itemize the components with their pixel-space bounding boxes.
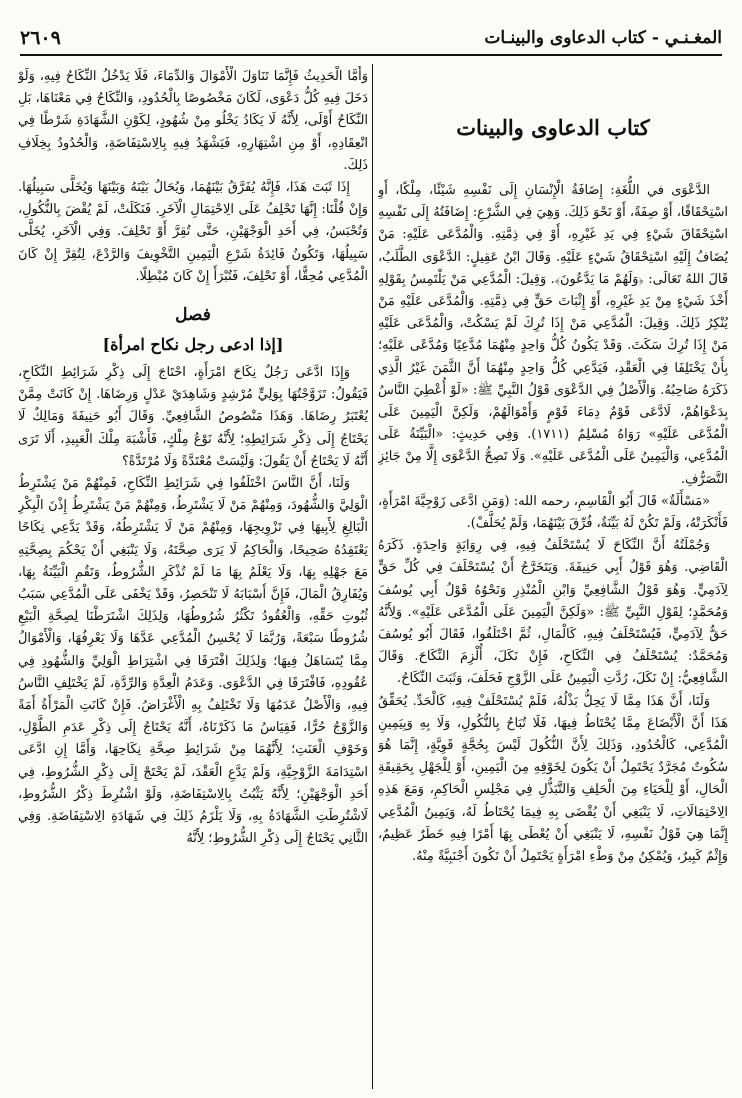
paragraph: إِذَا ثَبَتَ هَذَا، فَإِنَّهُ يُفَرَّقُ بَيْنَهُمَا، وَيُحَالُ بَيْنَهُ وَبَيْنَهَا وَيُخَلَّى سَبِيلُهَا. وَإِنْ قُلْنَا: إِنَّهَا تَحْلِفُ عَلَى الِاحْتِمَالِ الْآخَرِ. فَنَكَلَتْ، لَمْ يُقْضَ بِالنُّكُولِ، وَتُحْبَسُ، فِي أَحَدِ الْوَجْهَيْنِ، حَتَّى تُقِرَّ أَوْ تَحْلِفَ. وَفِي الْآخَرِ، يُخَلَّى سَبِيلُهَا، وَتَكُونُ فَائِدَةُ شَرْعِ الْيَمِينِ التَّخْوِيفَ وَالرَّدْعَ، لِتُقِرَّ إِنْ كَانَ الْمُدَّعِي مُحِقًّا، أَوْ تَحْلِفَ، فَتُبْرَأَ إِنْ كَانَ مُبْطِلًا. [18,180,368,284]
section-subtitle: [إذا ادعى رجل نكاح امرأة] [102,335,284,355]
running-title: المغـنـي - كتاب الدعاوى والبينـات [484,28,722,48]
column-divider [372,64,373,1089]
paragraph: وَلَنَا، أَنَّ هَذَا مِمَّا لَا يَحِلُّ بَذْلُهُ، فَلَمْ يُسْتَحْلَفْ فِيهِ، كَالْحَدِّ. يُحَقِّقُ هَذَا أَنَّ الْأَبْضَاعَ مِمَّا يُحْتَاطُ فِيهَا، فَلَا تُبَاحُ بِالنُّكُولِ، وَلَا بِهِ وَبِيَمِينِ الْمُدَّعِي، كَالْحُدُودِ، وَذَلِكَ لِأَنَّ النُّكُولَ لَيْسَ بِحُجَّةٍ قَوِيَّةٍ، إِنَّمَا هُوَ سُكُوتٌ مُجَرَّدٌ يَحْتَمِلُ أَنْ يَكُونَ لِخَوْفِهِ مِنَ الْيَمِينِ، أَوْ لِلْجَهْلِ بِحَقِيقَةِ الْحَالِ، أَوْ لِلْحَيَاءِ مِنَ الْحَلِفِ وَالتَّبَذُّلِ فِي مَجْلِسِ الْحَاكِمِ، وَمَعَ هَذِهِ الِاحْتِمَالَاتِ، لَا يَنْبَغِي أَنْ يُقْضَى بِهِ فِيمَا يُحْتَاطُ لَهُ، وَيَمِينُ الْمُدَّعِي إِنَّمَا هِيَ قَوْلُ نَفْسِهِ، لَا يَنْبَغِي أَنْ يُعْطَى بِهَا أَمْرًا فِيهِ خَطَرٌ عَظِيمٌ، وَإِثْمٌ كَبِيرٌ، وَيُمْكِنُ مِنْ وَطْءِ امْرَأَةٍ يَحْتَمِلُ أَنْ تَكُونَ أَجْنَبِيَّةً مِنْهُ. [378,693,728,865]
paragraph: وَأَمَّا الْحَدِيثُ فَإِنَّمَا تَنَاوَلَ الْأَمْوَالَ وَالدِّمَاءَ، فَلَا يَدْخُلُ النِّكَاحُ فِيهِ، وَلَوْ دَخَلَ فِيهِ كُلُّ دَعْوَى، لَكَانَ مَخْصُوصًا بِالْحُدُودِ، وَالنِّكَاحُ فِي مَعْنَاهَا، بَلِ النِّكَاحُ أَوْلَى، لِأَنَّهُ لَا يَكَادُ يَخْلُو مِنْ شُهُودٍ، لِكَوْنِ الشَّهَادَةِ شَرْطًا فِي انْعِقَادِهِ، أَوْ مِنِ اشْتِهَارِهِ، فَيَشْهَدُ فِيهِ بِالِاسْتِفَاضَةِ، وَالْحُدُودُ بِخِلَافِ ذَلِكَ. [18,69,368,173]
running-header [20,26,722,56]
page-number: ٢٦٠٩ [20,27,61,49]
right-column [378,66,728,1086]
book-title: كتاب الدعاوى والبينات [456,115,650,140]
paragraph: وَجُمْلَتُهُ أَنَّ النِّكَاحَ لَا يُسْتَحْلَفُ فِيهِ، فِي رِوَايَةٍ وَاحِدَةٍ. ذَكَرَهُ الْقَاضِي. وَهُوَ قَوْلُ أَبِي حَنِيفَةَ. وَيَتَخَرَّجُ أَنْ يُسْتَحْلَفَ فِي كُلِّ حَقٍّ لِآدَمِيٍّ. وَهُوَ قَوْلُ الشَّافِعِيِّ وَابْنِ الْمُنْذِرِ وَنَحْوُهُ قَوْلُ أَبِي يُوسُفَ وَمُحَمَّدٍ؛ لِقَوْلِ النَّبِيِّ ﷺ: «وَلَكِنَّ الْيَمِينَ عَلَى الْمُدَّعَى عَلَيْهِ». وَلِأَنَّهُ حَقٌّ لِآدَمِيٍّ، فَيُسْتَحْلَفُ فِيهِ، كَالْمَالِ، ثُمَّ اخْتَلَفُوا، فَقَالَ أَبُو يُوسُفَ وَمُحَمَّدٌ: يُسْتَحْلَفُ فِي النِّكَاحِ، فَإِنْ نَكَلَ، أُلْزِمَ النِّكَاحَ. وَقَالَ الشَّافِعِيُّ: إِنْ نَكَلَ، رُدَّتِ الْيَمِينُ عَلَى الزَّوْجِ فَحَلَفَ، وَثَبَتَ النِّكَاحُ. [378,538,728,687]
paragraph: «مَسْأَلَةٌ» قَالَ أَبُو الْقَاسِمِ، رحمه الله: (وَمَنِ ادَّعَى زَوْجِيَّةَ امْرَأَةٍ، فَأَنْكَرَتْهُ، وَلَمْ تَكُنْ لَهُ بَيِّنَةٌ، فُرِّقَ بَيْنَهُمَا، وَلَمْ يُحَلَّفْ). [378,493,728,532]
left-column [18,66,368,1086]
paragraph: الدَّعْوَى في اللُّغَةِ: إِضَافَةُ الْإِنْسَانِ إِلَى نَفْسِهِ شَيْئًا، مِلْكًا، أَوِ اسْتِحْقَاقًا، أَوْ صِفَةً، أَوْ نَحْوَ ذَلِكَ. وَهِيَ فِي الشَّرْعِ: إِضَافَتُهُ إِلَى نَفْسِهِ اسْتِحْقَاقَ شَيْءٍ فِي يَدِ غَيْرِهِ، أَوْ فِي ذِمَّتِهِ. وَالْمُدَّعَى عَلَيْهِ: مَنْ يُضَافُ إِلَيْهِ اسْتِحْقَاقُ شَيْءٍ عَلَيْهِ. وَقَالَ ابْنُ عَقِيلٍ: الدَّعْوَى الطَّلَبُ، قَالَ اللهُ تَعَالَى: ﴿وَلَهُمْ مَا يَدَّعُونَ﴾. وَقِيلَ: الْمُدَّعِي مَنْ يَلْتَمِسُ بِقَوْلِهِ أَخْذَ شَيْءٍ مِنْ يَدِ غَيْرِهِ، أَوْ إِثْبَاتَ حَقٍّ فِي ذِمَّتِهِ. وَالْمُدَّعَى عَلَيْهِ مَنْ يُنْكِرُ ذَلِكَ. وَقِيلَ: الْمُدَّعِي مَنْ إِذَا تُرِكَ لَمْ يَسْكُتْ، وَالْمُدَّعَى عَلَيْهِ مَنْ إِذَا تُرِكَ سَكَتَ. وَقَدْ يَكُونُ كُلُّ وَاحِدٍ مِنْهُمَا مُدَّعِيًا وَمُدَّعًى عَلَيْهِ؛ بِأَنْ يَخْتَلِفَا فِي الْعَقْدِ، فَيَدَّعِي كُلُّ وَاحِدٍ مِنْهُمَا أَنَّ الثَّمَنَ غَيْرُ الَّذِي ذَكَرَهُ صَاحِبُهُ. وَالْأَصْلُ فِي الدَّعْوَى قَوْلُ النَّبِيِّ ﷺ: «لَوْ أُعْطِيَ النَّاسُ بِدَعْوَاهُمْ، لَادَّعَى قَوْمٌ دِمَاءَ قَوْمٍ وَأَمْوَالَهُمْ، وَلَكِنَّ الْيَمِينَ عَلَى الْمُدَّعَى عَلَيْهِ» رَوَاهُ مُسْلِمٌ (١٧١١). وَفِي حَدِيثٍ: «الْبَيِّنَةُ عَلَى الْمُدَّعِي، وَالْيَمِينُ عَلَى الْمُدَّعَى عَلَيْهِ». وَلَا تَصِحُّ الدَّعْوَى إِلَّا مِنْ جَائِزِ التَّصَرُّفِ. [378,183,728,487]
paragraph: وَلَنَا، أَنَّ النَّاسَ اخْتَلَفُوا فِي شَرَائِطِ النِّكَاحِ، فَمِنْهُمْ مَنْ يَشْتَرِطُ الْوَلِيَّ وَالشُّهُودَ، وَمِنْهُمْ مَنْ لَا يَشْتَرِطُ، وَمِنْهُمْ مَنْ يَشْتَرِطُ إِذْنَ الْبِكْرِ الْبَالِغِ لِأَبِيهَا فِي تَزْوِيجِهَا، وَمِنْهُمْ مَنْ لَا يَشْتَرِطُهُ، وَقَدْ يَدَّعِي نِكَاحًا يَعْتَقِدُهُ صَحِيحًا، وَالْحَاكِمُ لَا يَرَى صِحَّتَهُ، وَلَا يَنْبَغِي أَنْ يَحْكُمَ بِصِحَّتِهِ مَعَ جَهْلِهِ بِهَا، وَلَا يَعْلَمُ بِهَا مَا لَمْ تُذْكَرِ الشُّرُوطُ، وَتَقُمِ الْبَيِّنَةُ بِهَا، وَيُفَارِقُ الْمَالَ، فَإِنَّ أَسْبَابَهُ لَا تَنْحَصِرُ، وَقَدْ يَخْفَى عَلَى الْمُدَّعِي سَبَبُ ثُبُوتِ حَقِّهِ، وَالْعُقُودُ تَكْثُرُ شُرُوطُهَا، وَلِذَلِكَ اشْتَرَطْنَا لِصِحَّةِ الْبَيْعِ شُرُوطًا سَبْعَةً، وَرُبَّمَا لَا يُحْسِنُ الْمُدَّعِي عَدَّهَا وَلَا يَعْرِفُهَا، وَالْأَمْوَالُ مِمَّا يُتَسَاهَلُ فِيهَا؛ وَلِذَلِكَ افْتَرَقَا فِي اشْتِرَاطِ الْوَلِيِّ وَالشُّهُودِ فِي عُقُودِهِ، فَافْتَرَقَا فِي الدَّعْوَى. وَعَدَمُ الْعِدَّةِ وَالرِّدَّةِ، لَمْ يَخْتَلِفِ النَّاسُ فِيهِ، وَالْأَصْلُ عَدَمُهَا وَلَا تَخْتَلِفُ بِهِ الْأَغْرَاضُ. فَإِنْ كَانَتِ الْمَرْأَةُ أَمَةً وَالزَّوْجُ حُرًّا، فَقِيَاسُ مَا ذَكَرْنَاهُ، أَنَّهُ يَحْتَاجُ إِلَى ذِكْرِ عَدَمِ الطَّوْلِ، وَخَوْفِ الْعَنَتِ؛ لِأَنَّهُمَا مِنْ شَرَائِطِ صِحَّةِ نِكَاحِهَا، وَأَمَّا إِنِ ادَّعَى اسْتِدَامَةَ الزَّوْجِيَّةِ، وَلَمْ يَدَّعِ الْعَقْدَ، لَمْ يَحْتَجْ إِلَى ذِكْرِ الشُّرُوطِ، فِي أَحَدِ الْوَجْهَيْنِ؛ لِأَنَّهُ يَثْبُتُ بِالِاسْتِفَاضَةِ، وَلَوْ اشْتُرِطَ ذِكْرُ الشُّرُوطِ، لَاشْتُرِطَتِ الشَّهَادَةُ بِهِ، وَلَا يَلْزَمُ ذَلِكَ فِي شَهَادَةِ الِاسْتِفَاضَةِ. وَفِي الثَّانِي يَحْتَاجُ إِلَى ذِكْرِ الشُّرُوطِ؛ لِأَنَّهُ [18,476,368,847]
section-title: فصل [175,305,211,326]
paragraph: وَإِذَا ادَّعَى رَجُلٌ نِكَاحَ امْرَأَةٍ، احْتَاجَ إِلَى ذِكْرِ شَرَائِطِ النِّكَاحِ، فَيَقُولُ: تَزَوَّجْتُهَا بِوَلِيٍّ مُرْشِدٍ وَشَاهِدَيْ عَدْلٍ وَرِضَاهَا. إِنْ كَانَتْ مِمَّنْ يُعْتَبَرُ رِضَاهَا. وَهَذَا مَنْصُوصُ الشَّافِعِيِّ. وَقَالَ أَبُو حَنِيفَةَ وَمَالِكٌ لَا يَحْتَاجُ إِلَى ذِكْرِ شَرَائِطِهِ؛ لِأَنَّهُ نَوْعُ مِلْكٍ، فَأَشْبَهَ مِلْكَ الْعَبِيدِ، أَلَا تَرَى أَنَّهُ لَا يَحْتَاجُ أَنْ يَقُولَ: وَلَيْسَتْ مُعْتَدَّةً وَلَا مُرْتَدَّةً؟ [18,365,368,469]
